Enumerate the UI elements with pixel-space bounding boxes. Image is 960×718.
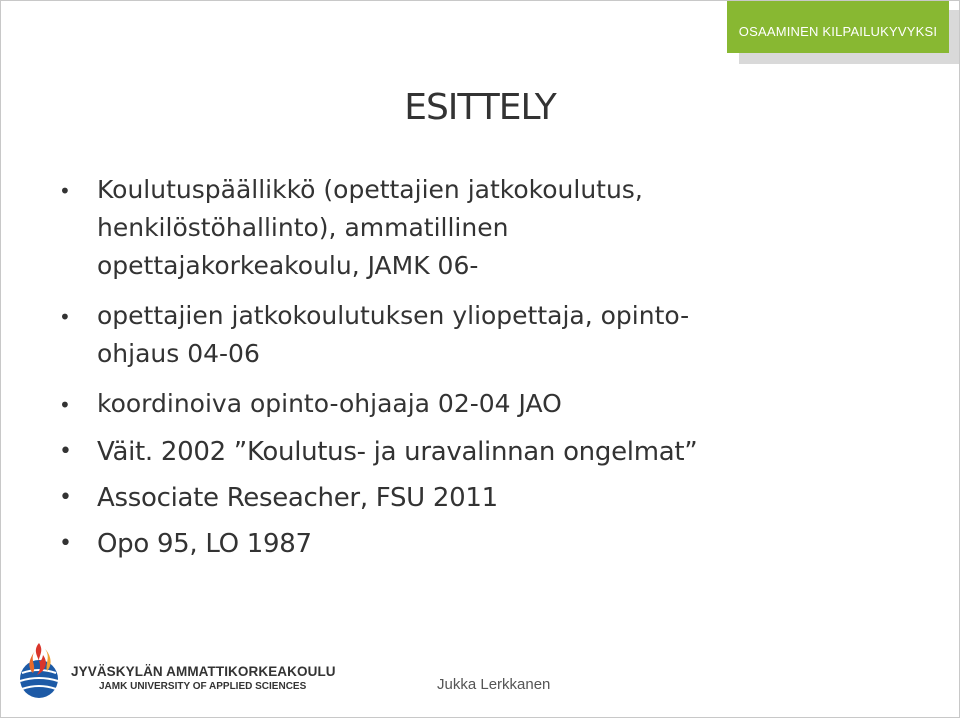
slide-title: ESITTELY	[404, 87, 556, 128]
header-banner	[727, 1, 949, 53]
bullet-line: henkilöstöhallinto), ammatillinen	[97, 213, 509, 242]
bullet-line: Koulutuspäällikkö (opettajien jatkokoulutus,	[97, 175, 643, 204]
bullet-line: Associate Reseacher, FSU 2011	[97, 483, 498, 513]
logo-line1: JYVÄSKYLÄN AMMATTIKORKEAKOULU	[71, 664, 336, 679]
bullet-icon: •	[59, 485, 72, 510]
bullet-line: opettajakorkeakoulu, JAMK 06-	[97, 251, 479, 280]
bullet-line: Opo 95, LO 1987	[97, 529, 312, 559]
bullet-line: opettajien jatkokoulutuksen yliopettaja, opinto-	[97, 301, 690, 330]
bullet-item	[59, 429, 889, 475]
jamk-logo	[15, 641, 336, 701]
bullet-icon: •	[59, 531, 72, 556]
bullet-icon: •	[59, 439, 72, 464]
bullet-line: ohjaus 04-06	[97, 339, 260, 368]
jamk-flame-globe-icon	[15, 641, 67, 701]
bullet-line: koordinoiva opinto-ohjaaja 02-04 JAO	[97, 389, 562, 418]
bullet-icon: •	[59, 179, 71, 203]
bullet-icon: •	[59, 305, 71, 329]
bullet-list	[59, 171, 889, 567]
bullet-item	[59, 385, 889, 423]
banner-label: OSAAMINEN KILPAILUKYVYKSI	[738, 23, 938, 39]
bullet-item	[59, 297, 889, 373]
bullet-line: Väit. 2002 ”Koulutus- ja uravalinnan ongelmat”	[97, 437, 698, 467]
bullet-item	[59, 171, 889, 285]
bullet-icon: •	[59, 393, 71, 417]
bullet-item	[59, 475, 889, 521]
logo-line2: JAMK UNIVERSITY OF APPLIED SCIENCES	[99, 681, 307, 692]
footer-author: Jukka Lerkkanen	[437, 676, 551, 693]
bullet-item	[59, 521, 889, 567]
